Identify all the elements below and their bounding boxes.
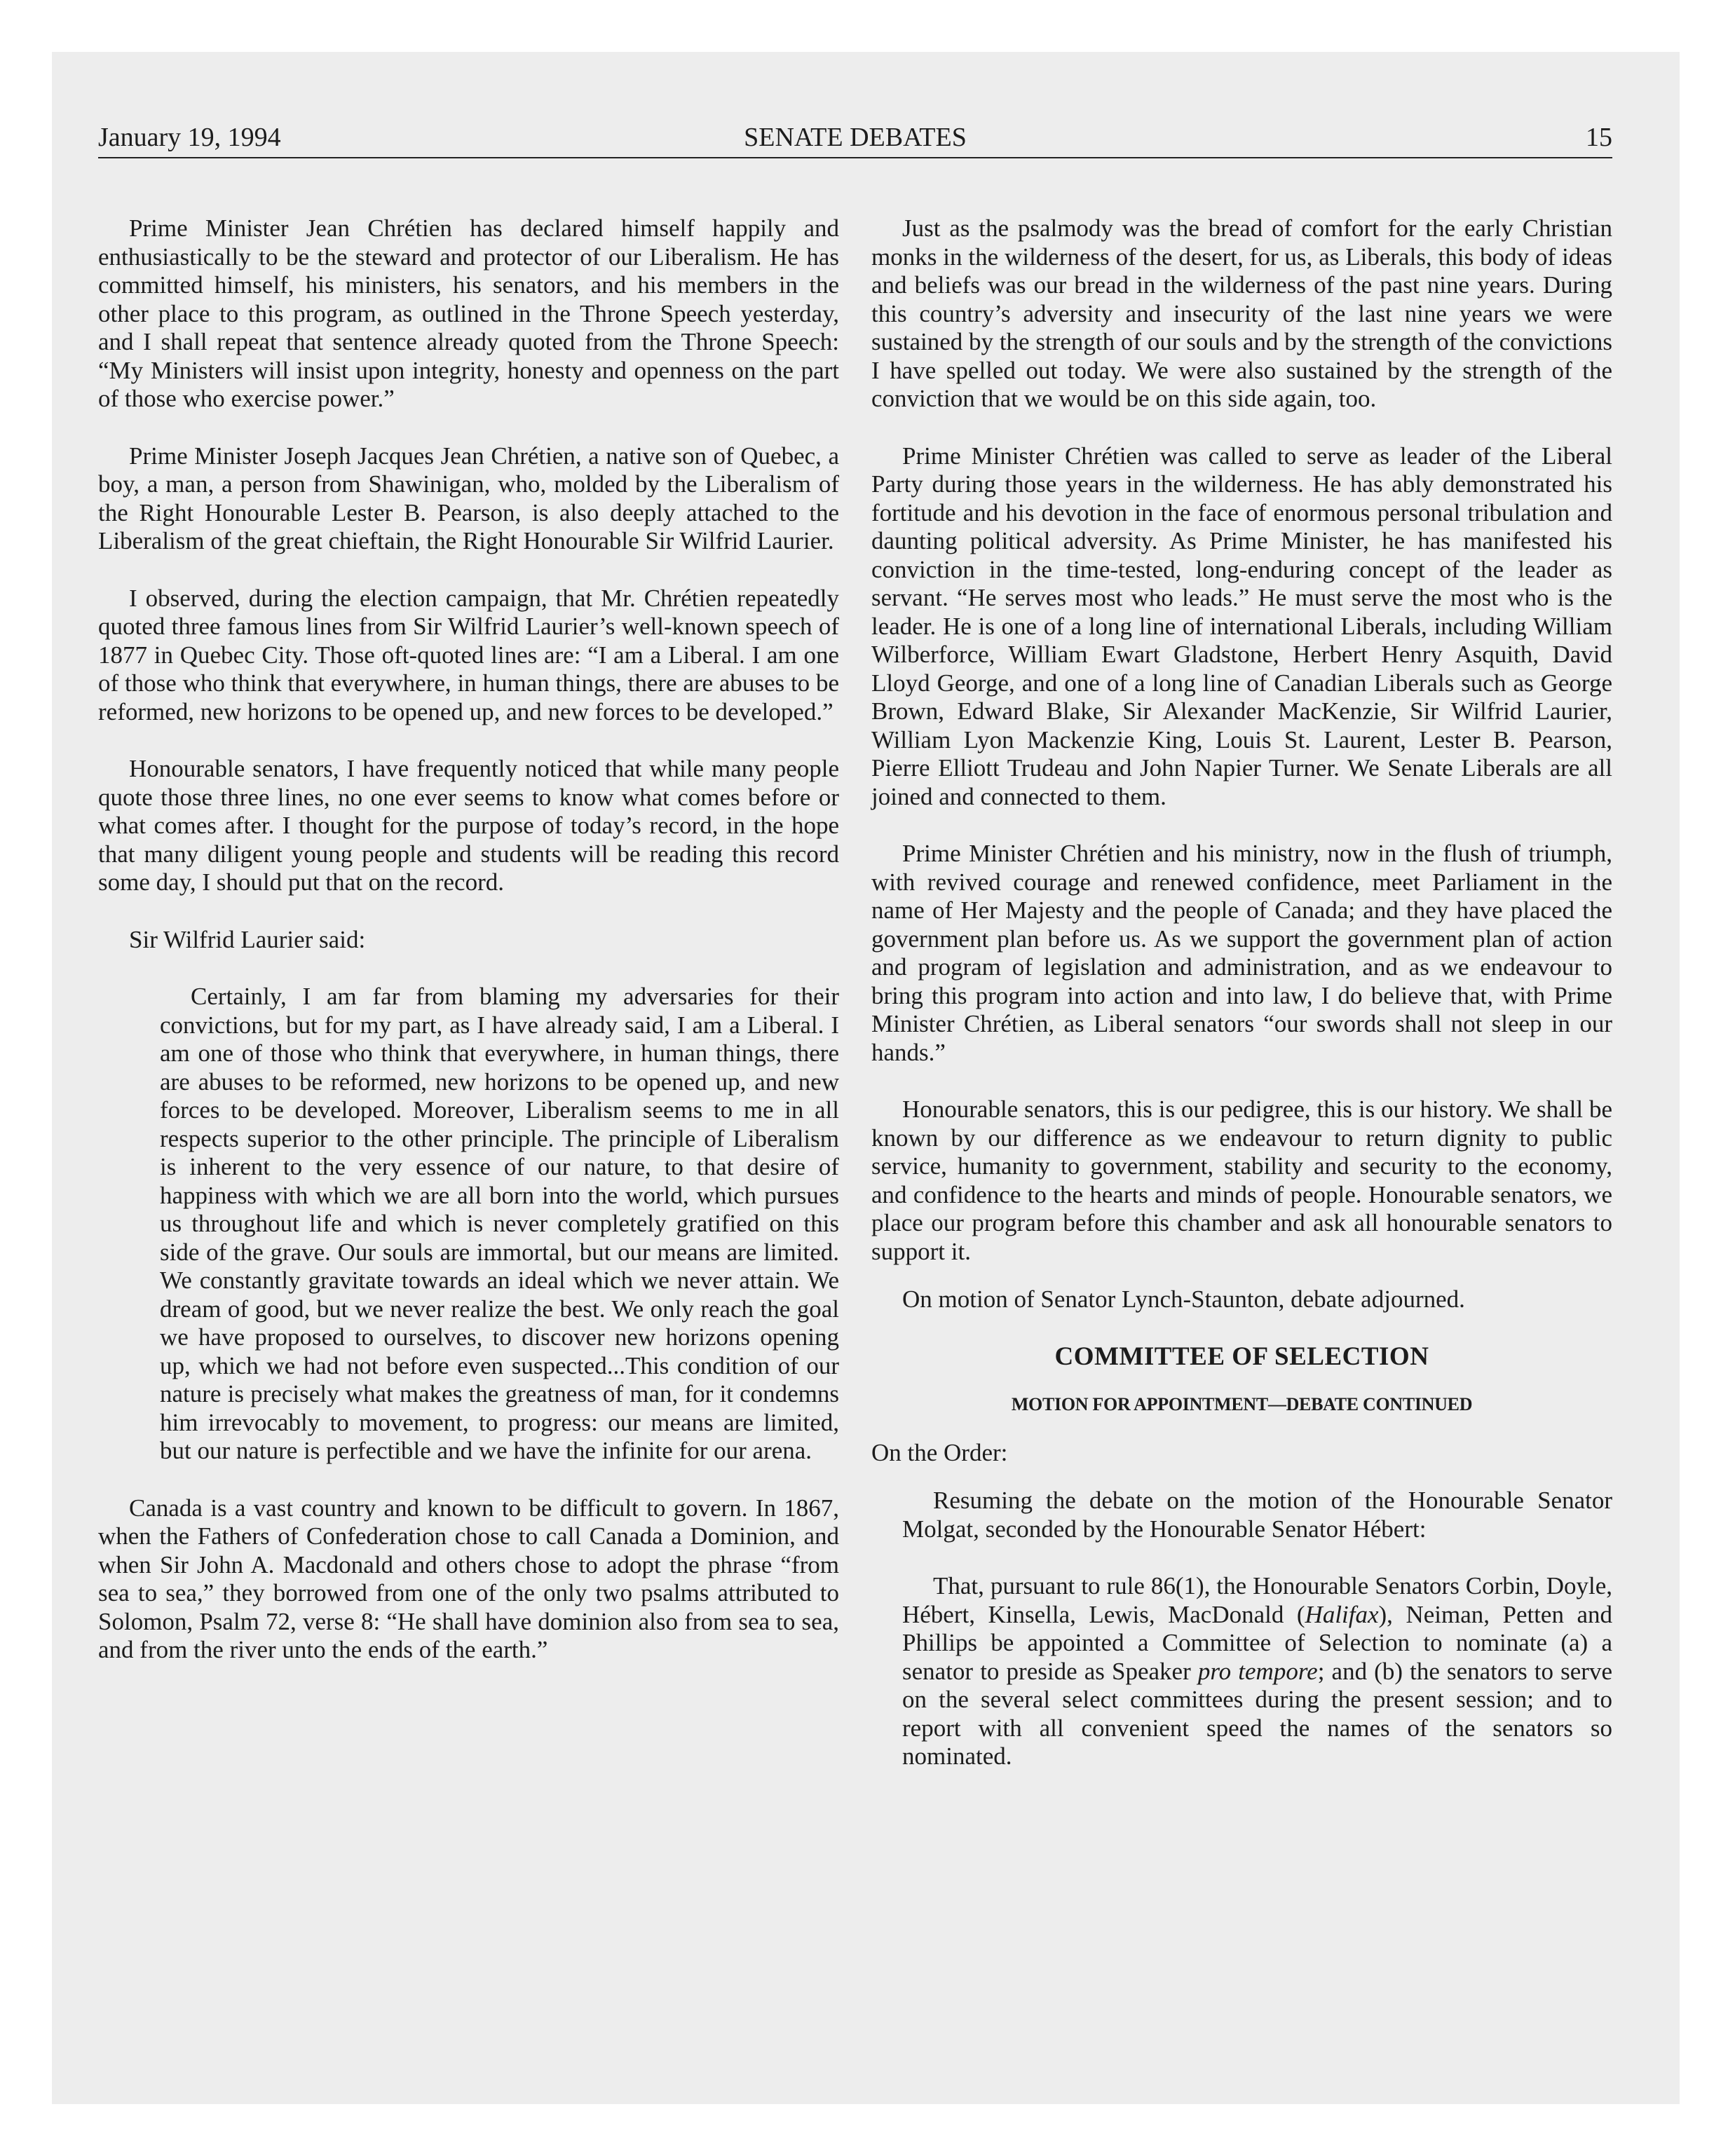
motion-text-part: That, pursuant to rule 86(1), the Honourable Senators Corbin, Doyle, Hébert, Kinsella, Lewis, MacDonald ( [902, 1572, 1612, 1628]
paragraph: On motion of Senator Lynch-Staunton, debate adjourned. [902, 1285, 1465, 1313]
paragraph: Honourable senators, this is our pedigree, this is our history. We shall be known by our difference as we endeavour to return dignity to public service, humanity to government, stability and security to the economy, and confidence to the hearts and minds of people. Honourable senators, we place our program before this chamber and ask all honourable senators to support it. [871, 1096, 1612, 1265]
paragraph: Canada is a vast country and known to be difficult to govern. In 1867, when the Fathers of Confederation chose to call Canada a Dominion, and when Sir John A. Macdonald and others chose to adopt the phrase “from sea to sea,” they borrowed from one of the only two psalms attributed to Solomon, Psalm 72, verse 8: “He shall have dominion also from sea to sea, and from the river unto the ends of the earth.” [98, 1494, 839, 1663]
paragraph: Prime Minister Chrétien was called to serve as leader of the Liberal Party during those years in the wilderness. He has ably demonstrated his fortitude and his devotion in the face of enormous personal tribulation and daunting political adversity. As Prime Minister, he has manifested his conviction in the time-tested, long-enduring concept of the leader as servant. “He serves most who leads.” He must serve the most who is the leader. He is one of a long line of international Liberals, including William Wilberforce, William Ewart Gladstone, Herbert Henry Asquith, David Lloyd George, and one of a long line of Canadian Liberals such as George Brown, Edward Blake, Sir Alexander MacKenzie, Sir Wilfrid Laurier, William Lyon Mackenzie King, Louis St. Laurent, Lester B. Pearson, Pierre Elliott Trudeau and John Napier Turner. We Senate Liberals are all joined and connected to them. [871, 442, 1612, 810]
paragraph: Prime Minister Joseph Jacques Jean Chrétien, a native son of Quebec, a boy, a man, a person from Shawinigan, who, molded by the Liberalism of the Right Honourable Lester B. Pearson, is also deeply attached to the Liberalism of the great chieftain, the Right Honourable Sir Wilfrid Laurier. [98, 442, 839, 554]
header-date: January 19, 1994 [98, 123, 281, 152]
paragraph: I observed, during the election campaign, that Mr. Chrétien repeatedly quoted three famous lines from Sir Wilfrid Laurier’s well-known speech of 1877 in Quebec City. Those oft-quoted lines are: “I am a Liberal. I am one of those who think that everywhere, in human things, there are abuses to be reformed, new horizons to be opened up, and new forces to be developed.” [98, 584, 839, 725]
motion-text-italic: pro tempore [1197, 1657, 1318, 1685]
section-heading: COMMITTEE OF SELECTION [1054, 1342, 1429, 1371]
paragraph: Prime Minister Jean Chrétien has declared himself happily and enthusiastically to be the steward and protector of our Liberalism. He has committed himself, his ministers, his senators, and his members in the other place to this program, as outlined in the Throne Speech yesterday, and I shall repeat that sentence already quoted from the Throne Speech: “My Ministers will insist upon integrity, honesty and openness on the part of those who exercise power.” [98, 214, 839, 412]
motion-text-part: ), Neiman, Petten and Phillips be appointed a Committee of Selection to nominate (a) a senator to preside as Speaker [902, 1600, 1613, 1685]
block-quote: Certainly, I am far from blaming my adversaries for their convictions, but for my part, as I have already said, I am a Liberal. I am one of those who think that everywhere, in human things, there are abuses to be reformed, new horizons to be opened up, and new forces to be developed. Moreover, Liberalism seems to me in all respects superior to the other principle. The principle of Liberalism is inherent to the very essence of our nature, to that desire of happiness with which we are all born into the world, which pursues us throughout life and which is never completely gratified on this side of the grave. Our souls are immortal, but our means are limited. We constantly gravitate towards an ideal which we never attain. We dream of good, but we never realize the best. We only reach the goal we have proposed to ourselves, to discover new horizons opening up, which we had not before even suspected...This condition of our nature is precisely what makes the greatness of man, for it condemns him irrevocably to movement, to progress: our means are limited, but our nature is perfectible and we have the infinite for our arena. [160, 983, 839, 1464]
header-page-number: 15 [1586, 123, 1612, 152]
paragraph: Honourable senators, I have frequently noticed that while many people quote those three lines, no one ever seems to know what comes before or what comes after. I thought for the purpose of today’s record, in the hope that many diligent young people and students will be reading this record some day, I should put that on the record. [98, 755, 839, 896]
paragraph: Sir Wilfrid Laurier said: [129, 925, 366, 953]
paragraph: Just as the psalmody was the bread of comfort for the early Christian monks in the wilderness of the desert, for us, as Liberals, this body of ideas and beliefs was our bread in the wilderness of the past nine years. During this country’s adversity and insecurity of the last nine years we were sustained by the strength of our souls and by the strength of the convictions I have spelled out today. We were also sustained by the strength of the conviction that we would be on this side again, too. [871, 214, 1612, 412]
motion-text-italic: Halifax [1305, 1600, 1379, 1628]
page-header [98, 121, 1612, 158]
section-subheading: MOTION FOR APPOINTMENT—DEBATE CONTINUED [1011, 1394, 1473, 1414]
left-column [98, 214, 839, 1665]
header-publication-title: SENATE DEBATES [744, 123, 967, 152]
paragraph: Prime Minister Chrétien and his ministry, now in the flush of triumph, with revived courage and renewed confidence, meet Parliament in the name of Her Majesty and the people of Canada; and they have placed the government plan before us. As we support the government plan of action and program of legislation and administration, and as we endeavour to bring this program into action and into law, I do believe that, with Prime Minister Chrétien, as Liberal senators “our swords shall not sleep in our hands.” [871, 840, 1612, 1066]
motion-text-part: ; and (b) the senators to serve on the several select committees during the present session; and to report with all convenient speed the names of the senators so nominated. [902, 1657, 1612, 1770]
order-label: On the Order: [871, 1438, 1008, 1466]
motion-text [902, 1572, 1612, 1771]
resuming-paragraph: Resuming the debate on the motion of the Honourable Senator Molgat, seconded by the Honourable Senator Hébert: [902, 1487, 1612, 1543]
right-column [871, 214, 1612, 1771]
